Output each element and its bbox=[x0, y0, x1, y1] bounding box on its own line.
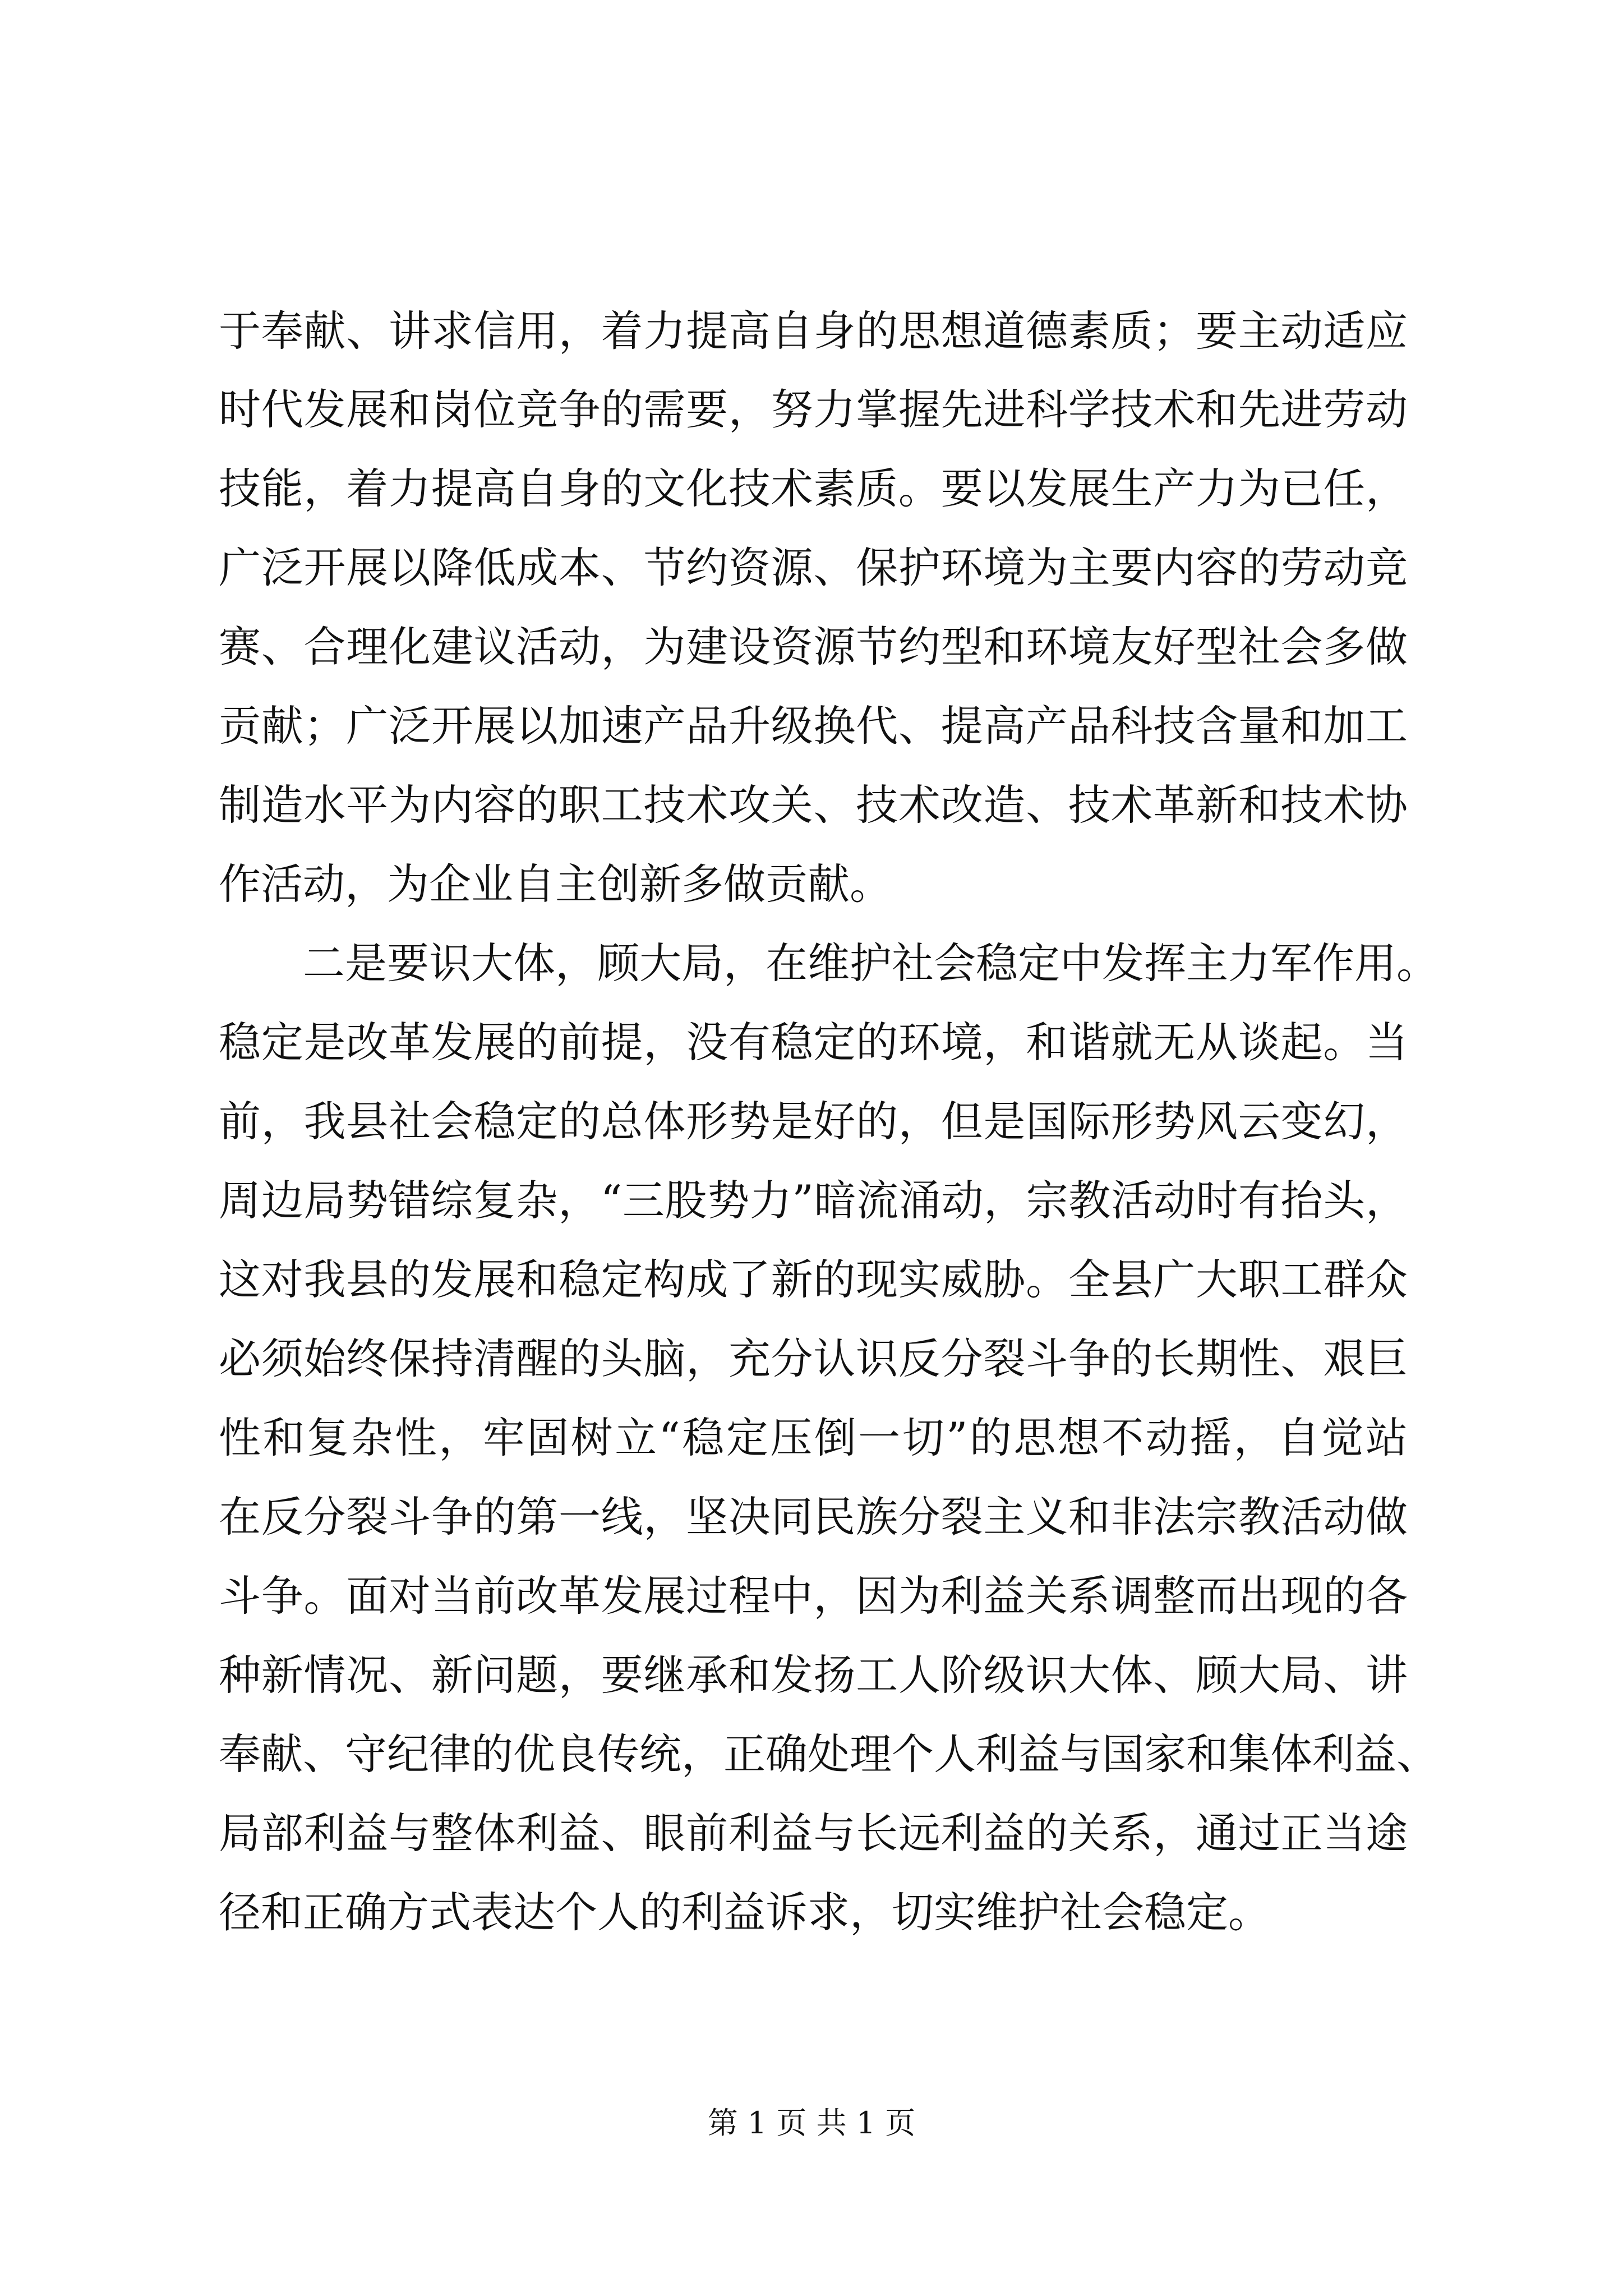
text-line: 制造水平为内容的职工技术攻关、技术改造、技术革新和技术协 bbox=[219, 780, 1408, 830]
text-line: 在反分裂斗争的第一线，坚决同民族分裂主义和非法宗教活动做 bbox=[219, 1492, 1408, 1542]
text-line: 作活动，为企业自主创新多做贡献。 bbox=[219, 859, 892, 909]
text-line: 广泛开展以降低成本、节约资源、保护环境为主要内容的劳动竞 bbox=[219, 543, 1408, 592]
text-line: 斗争。面对当前改革发展过程中，因为利益关系调整而出现的各 bbox=[219, 1571, 1408, 1621]
text-line: 稳定是改革发展的前提，没有稳定的环境，和谐就无从谈起。当 bbox=[219, 1018, 1408, 1067]
text-line: 性和复杂性，牢固树立“稳定压倒一切”的思想不动摇，自觉站 bbox=[219, 1413, 1408, 1462]
page-number-footer: 第 1 页 共 1 页 bbox=[707, 2105, 916, 2141]
paragraph-start-line: 二是要识大体，顾大局，在维护社会稳定中发挥主力军作用。 bbox=[219, 938, 1439, 988]
text-line: 前，我县社会稳定的总体形势是好的，但是国际形势风云变幻， bbox=[219, 1097, 1408, 1146]
text-line: 时代发展和岗位竞争的需要，努力掌握先进科学技术和先进劳动 bbox=[219, 385, 1408, 434]
text-line: 必须始终保持清醒的头脑，充分认识反分裂斗争的长期性、艰巨 bbox=[219, 1334, 1408, 1383]
text-line: 这对我县的发展和稳定构成了新的现实威胁。全县广大职工群众 bbox=[219, 1255, 1408, 1304]
text-line: 周边局势错综复杂，“三股势力”暗流涌动，宗教活动时有抬头， bbox=[219, 1176, 1408, 1225]
text-line: 奉献、守纪律的优良传统，正确处理个人利益与国家和集体利益、 bbox=[219, 1729, 1439, 1779]
text-line: 于奉献、讲求信用，着力提高自身的思想道德素质；要主动适应 bbox=[219, 306, 1408, 356]
text-line: 径和正确方式表达个人的利益诉求，切实维护社会稳定。 bbox=[219, 1888, 1271, 1937]
text-line: 技能，着力提高自身的文化技术素质。要以发展生产力为已任， bbox=[219, 464, 1408, 513]
text-line: 赛、合理化建议活动，为建设资源节约型和环境友好型社会多做 bbox=[219, 622, 1408, 671]
text-line: 种新情况、新问题，要继承和发扬工人阶级识大体、顾大局、讲 bbox=[219, 1650, 1408, 1700]
text-line: 贡献；广泛开展以加速产品升级换代、提高产品科技含量和加工 bbox=[219, 701, 1408, 751]
text-line: 局部利益与整体利益、眼前利益与长远利益的关系，通过正当途 bbox=[219, 1809, 1408, 1858]
